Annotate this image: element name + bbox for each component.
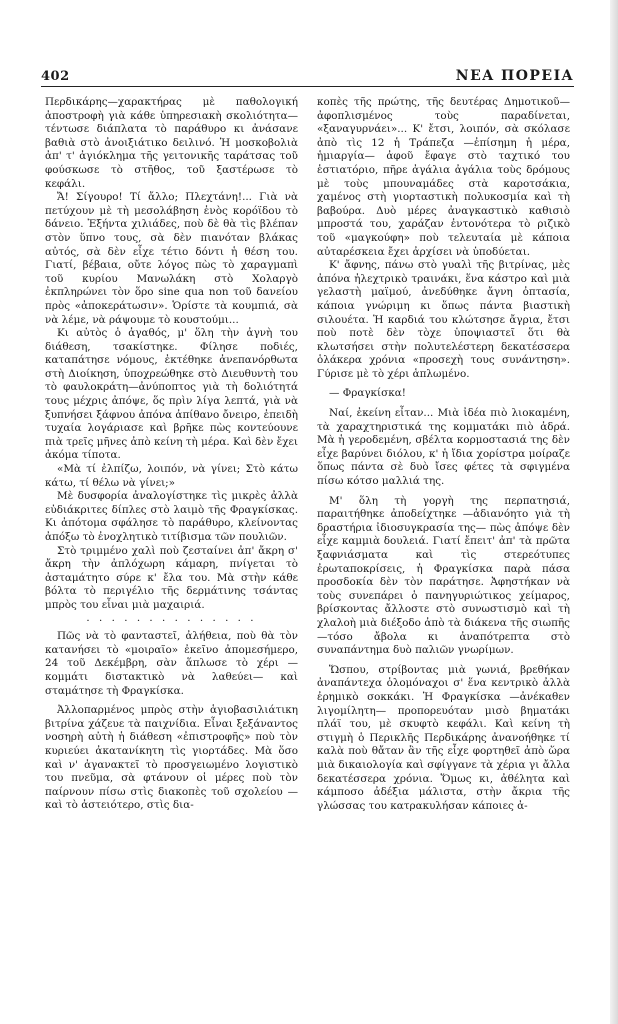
page-header	[41, 62, 574, 84]
dialogue-line: — Φραγκίσκα!	[329, 387, 406, 400]
paragraph: «Μὰ τί ἐλπίζω, λοιπόν, νὰ γίνει; Στὸ κάτω κάτω, τί θέλω νὰ γίνει;»	[45, 463, 298, 489]
paragraph: Ἀλλοπαρμένος μπρὸς στὴν ἁγιοβασιλιάτικη βιτρίνα χάζευε τὰ παιχνίδια. Εἶναι ξεξάναντος νοσηρὴ αὐτὴ ἡ διάθεση «ἐπιστροφῆς» ποὺ τὸν κυριεύει ἀκατανίκητη τὶς γιορτάδες. Μὰ ὅσο καὶ ν' ἀγανακτεῖ τὸ προσγειωμένο λογιστικὸ του πνεῦμα, σὰ φτάνουν οἱ μέρες ποὺ τὸν παίρνουν πίσω στὶς διακοπὲς τοῦ σχολείου —καὶ τὸ ἀστειότερο, στὶς δια-	[45, 704, 298, 812]
paragraph: Ἄ! Σίγουρο! Τί ἄλλο; Πλεχτάνη!... Γιὰ νὰ πετύχουν μὲ τὴ μεσολάβηση ἑνὸς κορόϊδου τὸ δάνειο. Ἐξήντα χιλιάδες, ποὺ δὲ θὰ τὶς βλέπαν στὸν ὕπνο τους, σὰ δὲν πιανόταν βλάκας αὐτός, σὰ δὲν εἶχε τέτιο δόντι ἡ θέση του. Γιατί, βέβαια, οὔτε λόγος πὼς τὸ χαραγμαπὶ τοῦ κυρίου Μανωλάκη στὸ Χολαργὸ ἐκπληρώνει τὸν ὅρο sine qua non τοῦ δανείου πρὸς «ἀποκεράτωσιν». Ὁρίστε τὰ κουμπιά, σὰ νὰ λέμε, νὰ ράψουμε τὸ κουστούμι...	[45, 191, 298, 326]
paragraph: Μ' ὅλη τὴ γοργὴ της περπατησιά, παραιτήθηκε ἀποδείχτηκε —ἀδιανόητο γιὰ τὴ δραστήρια ἰδιοσυγκρασία της— πὼς ἀπόψε δὲν εἶχε καμμιὰ δουλειά. Γιατί ἔπειτ' ἀπ' τὰ πρῶτα ξαφνιάσματα καὶ τὶς στερεότυπες ἐρωταποκρίσεις, ἡ Φραγκίσκα παρὰ πάσα προσδοκία δὲν τὸν παράτησε. Ἀφηστήκαν νὰ τοὺς συνεπάρει ὁ πανηγυριώτικος χείμαρος, βρίσκοντας ἄλλοστε στὸ συνωστισμὸ καὶ τὴ χλαλοὴ μιὰ διέξοδο ἀπὸ τὰ διάκενα τῆς σιωπῆς —τόσο ἄβολα κι ἀναπότρεπτα στὸ συναπάντημα δυὸ παλιῶν γνωρίμων.	[317, 494, 570, 657]
right-column	[317, 96, 570, 996]
paragraph: κοπὲς τῆς πρώτης, τῆς δευτέρας Δημοτικοῦ— ἀφοπλισμένος τοὺς παραδίνεται, «ξαναγυρνάει»... Κ' ἔτσι, λοιπόν, σὰ σκόλασε ἀπὸ τὶς 12 ἡ Τράπεζα —ἐπίσημη ἡ μέρα, ἡμιαργία— ἀφοῦ ἔφαγε στὸ ταχτικό του ἑστιατόριο, πῆρε ἀγάλια ἀγάλια τοὺς δρόμους μὲ τοὺς μπουναμάδες στὰ καροτσάκια, χαμένος στὴ γιορταστικὴ πολυκοσμία καὶ τὴ βαβούρα. Δυὸ μέρες ἀναγκαστικὸ καθισιὸ μπροστά του, χαράζαν ἐντονότερα τὸ ριζικὸ τοῦ «μαγκούφη» ποὺ τελευταία μὲ κάποια αὐταρέσκεια ἔχει ἀρχίσει νὰ ὑποδύεται.	[317, 96, 570, 258]
header-rule	[41, 86, 574, 87]
paragraph: Ναί, ἐκείνη εἶταν... Μιὰ ἰδέα πιὸ λιοκαμένη, τὰ χαραχτηριστικά της κομματάκι πιὸ ἀδρά. Μὰ ἡ γεροδεμένη, σβέλτα κορμοστασιά της δὲν εἶχε βαρύνει διόλου, κ' ἡ ἴδια χορίστρα μοίραζε ὅπως πάντα σὲ δυὸ ἴσες φέτες τὰ σφιγμένα πίσω κότσο μαλλιά της.	[317, 407, 570, 488]
section-break: · · · · · · · · · · · · · ·	[86, 614, 257, 627]
paragraph: Περδικάρης—χαρακτήρας μὲ παθολογική ἀποστροφὴ γιὰ κάθε ὑπηρεσιακὴ σκολιότητα—τέντωσε διάπλατα τὸ παράθυρο κι ἀνάσανε βαθιὰ στὸ ἀνοιξιάτικο δειλινό. Ἡ μοσκοβολιὰ ἀπ' τ' ἀγιόκλημα τῆς γειτονικῆς ταράτσας τοῦ φούσκωσε τὸ στῆθος, τοῦ ξαστέρωσε τὸ κεφάλι.	[45, 96, 298, 190]
paragraph: Κ' ἄφνης, πάνω στὸ γυαλὶ τῆς βιτρίνας, μὲς ἀπόνα ἠλεχτρικὸ τραινάκι, ἕνα κάστρο καὶ μιὰ γελαστὴ μαϊμού, ἀνεδύθηκε ἄγνη ὀπτασία, κάποια γνώριμη κι ὅπως πάντα βιαστικὴ σιλουέτα. Ἡ καρδιά του κλώτσησε ἄγρια, ἔτσι ποὺ ποτὲ δὲν τὸχε ὑποψιαστεῖ ὅτι θὰ κλωτσήσει στὴν πολυτελέστερη δεκατέσσερα ὁλάκερα χρόνια «προσεχὴ τους συνάντηση». Γύρισε μὲ τὸ χέρι ἁπλωμένο.	[317, 259, 570, 380]
page-edge-shadow	[610, 0, 618, 1024]
left-column	[45, 96, 298, 996]
paragraph: Μὲ δυσφορία ἀναλογίστηκε τὶς μικρὲς ἀλλὰ εὐδιάκριτες δίπλες στὸ λαιμὸ τῆς Φραγκίσκας. Κι ἀπότομα σφάλησε τὸ παράθυρο, κλείνοντας ἀπόξω τὸ ἐνοχλητικὸ τιτίβισμα τῶν πουλιῶν.	[45, 490, 298, 543]
running-head: ΝΕΑ ΠΟΡΕΙΑ	[455, 68, 574, 84]
text-columns	[45, 96, 570, 996]
paragraph: Κι αὐτὸς ὁ ἀγαθός, μ' ὅλη τὴν ἀγνὴ του διάθεση, τσακίστηκε. Φίλησε ποδιές, καταπάτησε νόμους, ἐκτέθηκε ἀνεπανόρθωτα στὴ Διοίκηση, ὑποχρεώθηκε στὸ Διευθυντὴ του τὸ φαυλοκράτη—ἀνύποπτος γιὰ τὴ δολιότητά τους μέχρις ἀπόψε, ὅς πρὶν λίγα λεπτά, γιὰ νὰ ξυπνήσει ξάφνου ἀπόνα ἀπίθανο ὄνειρο, ἐπειδὴ τυχαία λογάριασε καὶ βρῆκε πὼς κοντεύουνε πιὰ τρεῖς μῆνες ἀπὸ κείνη τὴ μέρα. Καὶ δὲν ἔχει ἀκόμα τίποτα.	[45, 327, 298, 462]
paragraph: Στὸ τριμμένο χαλὶ ποὺ ζεσταίνει ἀπ' ἄκρη σ' ἄκρη τὴν ἀπλόχωρη κάμαρη, πνίγεται τὸ ἀσταμάτητο σύρε κ' ἔλα του. Μὰ στὴν κάθε βόλτα τὸ περιγέλιο τῆς δερμάτινης τσάντας μπρὸς του εἶναι μιὰ μαχαιριά.	[45, 544, 298, 611]
paragraph: Ὥσπου, στρίβοντας μιὰ γωνιά, βρεθήκαν ἀναπάντεχα ὁλομόναχοι σ' ἕνα κεντρικὸ ἀλλὰ ἐρημικὸ σοκκάκι. Ἡ Φραγκίσκα —ἀνέκαθεν λιγομίλητη— προπορευόταν μισὸ βηματάκι πλάϊ του, μὲ σκυφτὸ κεφάλι. Καὶ κείνη τὴ στιγμὴ ὁ Περικλῆς Περδικάρης ἀνανοήθηκε τί καλὰ ποὺ θἄταν ἂν τῆς εἶχε φορτηθεῖ ἀπὸ ὥρα μιὰ δικαιολογία καὶ σφίγγανε τὰ χέρια γι ἄλλα δεκατέσσερα χρόνια. Ὅμως κι, ἀθέλητα καὶ κάμποσο ἀδέξια μάλιστα, στὴν ἄκρια τῆς γλώσσας του κατρακυλήσαν κάποιες ἀ-	[317, 663, 570, 812]
paragraph: Πῶς νὰ τὸ φανταστεῖ, ἀλήθεια, ποὺ θὰ τὸν κατανήσει τὸ «μοιραῖο» ἐκεῖνο ἀπομεσήμερο, 24 τοῦ Δεκέμβρη, σὰν ἅπλωσε τὸ χέρι —κομμάτι διστακτικὸ νὰ λαθεύει— καὶ σταμάτησε τὴ Φραγκίσκα.	[45, 630, 298, 697]
page-number: 402	[41, 69, 70, 84]
